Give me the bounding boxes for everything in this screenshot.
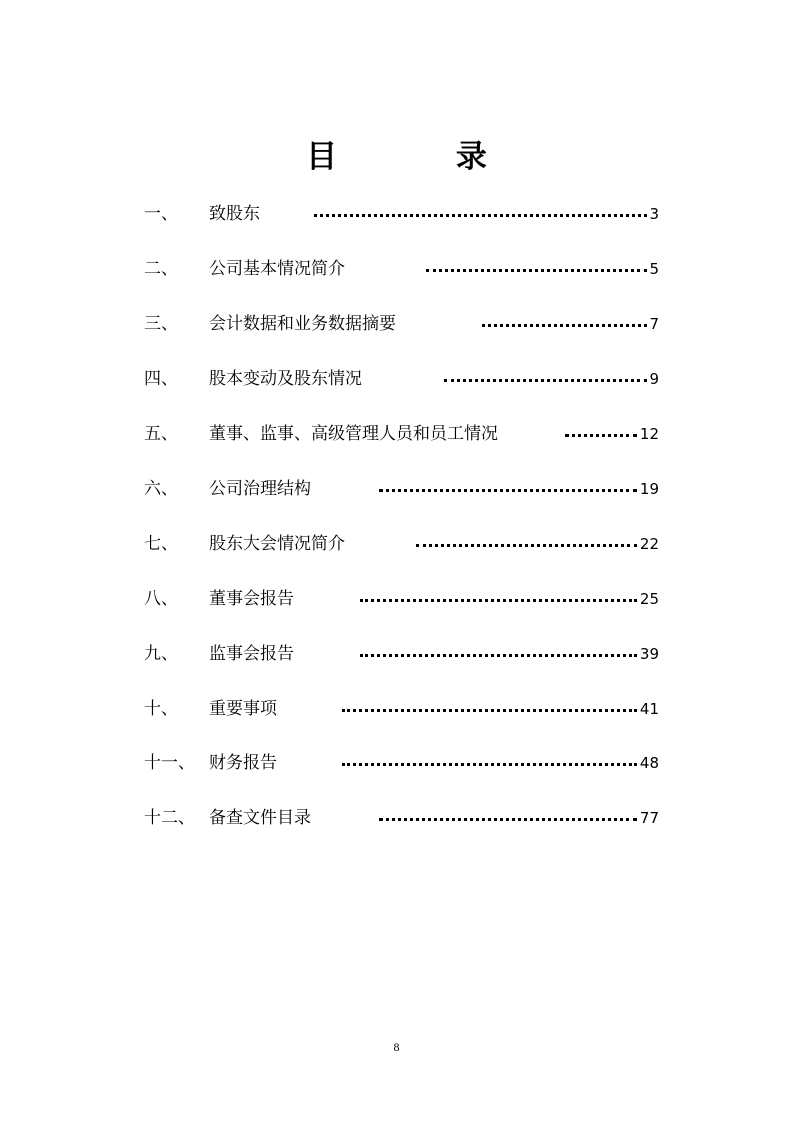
toc-entry[interactable] (144, 311, 659, 337)
toc-entry-number: 八、 (144, 589, 178, 609)
toc-entry-page: 12 (639, 425, 659, 443)
toc-entry[interactable] (144, 750, 659, 776)
toc-entry-page: 25 (639, 590, 659, 608)
toc-entry[interactable] (144, 586, 659, 612)
toc-dot-leader (416, 544, 637, 547)
toc-entry-title: 重要事项 (209, 699, 277, 719)
toc-entry-page: 19 (639, 480, 659, 498)
toc-entry-title: 董事、监事、高级管理人员和员工情况 (209, 424, 498, 444)
toc-entry[interactable] (144, 366, 659, 392)
toc-dot-leader (360, 654, 637, 657)
toc-entry[interactable] (144, 805, 659, 831)
toc-entry-title: 会计数据和业务数据摘要 (209, 314, 396, 334)
toc-entry[interactable] (144, 421, 659, 447)
toc-entry-page: 3 (649, 205, 659, 223)
toc-dot-leader (342, 709, 637, 712)
toc-entry-page: 22 (639, 535, 659, 553)
toc-entry-page: 5 (649, 260, 659, 278)
toc-entry-title: 股本变动及股东情况 (209, 369, 362, 389)
toc-entry-title: 股东大会情况简介 (209, 534, 345, 554)
toc-entry-number: 二、 (144, 259, 178, 279)
toc-entry-title: 公司基本情况简介 (209, 259, 345, 279)
toc-entry-page: 39 (639, 645, 659, 663)
toc-entry[interactable] (144, 696, 659, 722)
toc-dot-leader (379, 489, 637, 492)
page-title: 目 录 (306, 139, 541, 175)
toc-entry-title: 公司治理结构 (209, 479, 311, 499)
toc-entry-number: 七、 (144, 534, 178, 554)
toc-entry-page: 7 (649, 315, 659, 333)
toc-entry[interactable] (144, 641, 659, 667)
toc-entry-title: 致股东 (209, 204, 260, 224)
toc-entry-number: 十二、 (144, 808, 195, 828)
toc-entry-title: 监事会报告 (209, 644, 294, 664)
page-number: 8 (393, 1040, 400, 1054)
toc-dot-leader (314, 214, 647, 217)
toc-dot-leader (482, 324, 647, 327)
toc-entry-page: 9 (649, 370, 659, 388)
toc-entry-number: 十一、 (144, 753, 195, 773)
toc-dot-leader (360, 599, 637, 602)
toc-entry-number: 九、 (144, 644, 178, 664)
toc-entry-page: 41 (639, 700, 659, 718)
toc-entry-title: 财务报告 (209, 753, 277, 773)
toc-dot-leader (342, 763, 637, 766)
toc-entry[interactable] (144, 256, 659, 282)
toc-entry[interactable] (144, 476, 659, 502)
toc-entry-number: 五、 (144, 424, 178, 444)
toc-entry-number: 一、 (144, 204, 178, 224)
toc-dot-leader (565, 434, 637, 437)
toc-entry-page: 77 (639, 809, 659, 827)
toc-entry-number: 三、 (144, 314, 178, 334)
toc-entry-number: 十、 (144, 699, 178, 719)
toc-entry-number: 四、 (144, 369, 178, 389)
toc-entry-title: 董事会报告 (209, 589, 294, 609)
toc-dot-leader (426, 269, 647, 272)
toc-entry-number: 六、 (144, 479, 178, 499)
toc-entry[interactable] (144, 531, 659, 557)
toc-entry-title: 备查文件目录 (209, 808, 311, 828)
toc-entry[interactable] (144, 201, 659, 227)
toc-dot-leader (379, 818, 637, 821)
toc-entry-page: 48 (639, 754, 659, 772)
toc-dot-leader (444, 379, 647, 382)
